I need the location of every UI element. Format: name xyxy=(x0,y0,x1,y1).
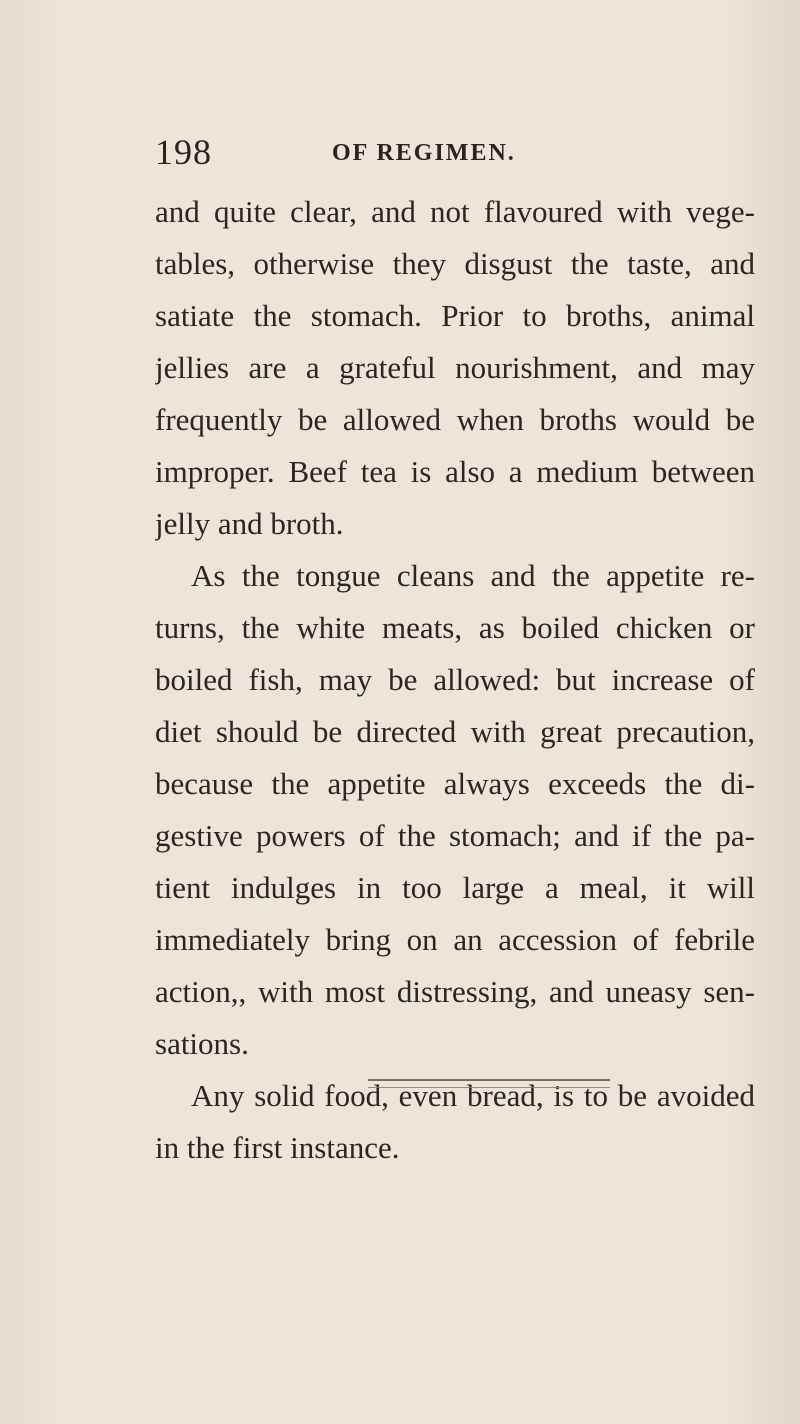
text-line: in the first instance. xyxy=(155,1130,400,1165)
text-line: tables, otherwise they disgust the taste, and xyxy=(155,246,755,281)
text-line: turns, the white meats, as boiled chicken or xyxy=(155,610,755,645)
text-line: because the appetite always exceeds the di- xyxy=(155,766,755,801)
text-line: jelly and broth. xyxy=(155,506,344,541)
text-line: improper. Beef tea is also a medium between xyxy=(155,454,755,489)
text-line: frequently be allowed when broths would be xyxy=(155,402,755,437)
page-header xyxy=(155,132,755,172)
text-line: action,, with most distressing, and uneasy sen- xyxy=(155,974,755,1009)
text-line: and quite clear, and not flavoured with vege- xyxy=(155,194,755,229)
text-line: boiled fish, may be allowed: but increase of xyxy=(155,662,755,697)
text-line: immediately bring on an accession of febrile xyxy=(155,922,755,957)
text-line: Any solid food, even bread, is to be avoided xyxy=(191,1078,755,1113)
body-text xyxy=(155,186,755,1174)
text-line: gestive powers of the stomach; and if the pa- xyxy=(155,818,755,853)
text-line: diet should be directed with great precaution, xyxy=(155,714,755,749)
text-line: satiate the stomach. Prior to broths, animal xyxy=(155,298,755,333)
text-line: tient indulges in too large a meal, it will xyxy=(155,870,755,905)
text-line: jellies are a grateful nourishment, and may xyxy=(155,350,755,385)
running-head: OF REGIMEN. xyxy=(332,140,516,166)
text-line: sations. xyxy=(155,1026,249,1061)
text-line: As the tongue cleans and the appetite re- xyxy=(191,558,755,593)
section-divider-rule xyxy=(368,1079,610,1088)
page-number: 198 xyxy=(155,132,212,172)
